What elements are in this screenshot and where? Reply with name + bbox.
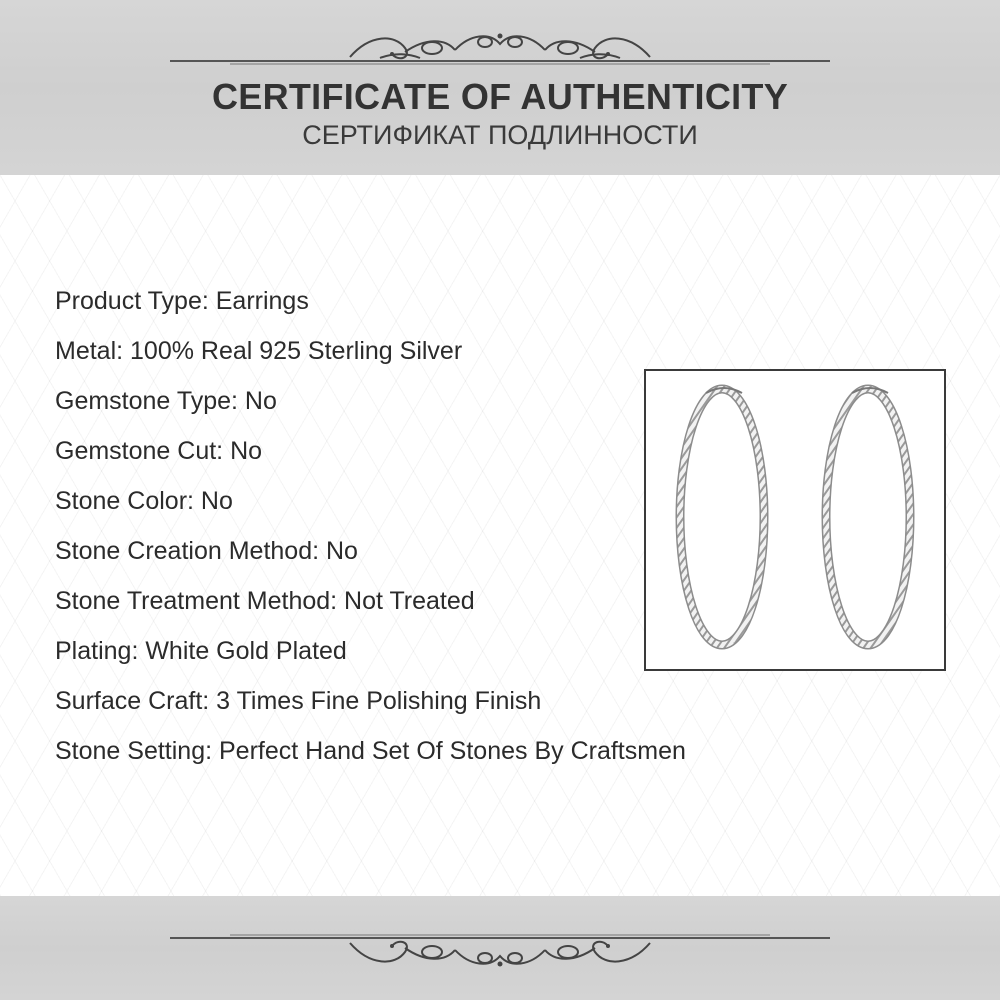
spec-stone-color: Stone Color: No bbox=[55, 487, 233, 515]
certificate-subtitle: СЕРТИФИКАТ ПОДЛИННОСТИ bbox=[302, 120, 698, 150]
hoop-earrings-icon bbox=[646, 371, 944, 669]
spec-metal: Metal: 100% Real 925 Sterling Silver bbox=[55, 337, 463, 365]
spec-product-type: Product Type: Earrings bbox=[55, 287, 309, 315]
spec-surface-craft: Surface Craft: 3 Times Fine Polishing Finish bbox=[55, 687, 542, 715]
spec-gemstone-type: Gemstone Type: No bbox=[55, 387, 277, 415]
product-photo-frame bbox=[644, 369, 946, 671]
spec-stone-treatment-method: Stone Treatment Method: Not Treated bbox=[55, 587, 475, 615]
spec-gemstone-cut: Gemstone Cut: No bbox=[55, 437, 263, 465]
scroll-flourish-icon bbox=[0, 24, 1000, 74]
spec-stone-creation-method: Stone Creation Method: No bbox=[55, 537, 358, 565]
certificate-title: CERTIFICATE OF AUTHENTICITY bbox=[211, 76, 789, 117]
spec-list bbox=[55, 282, 686, 782]
scroll-flourish-icon bbox=[0, 926, 1000, 976]
spec-stone-setting: Stone Setting: Perfect Hand Set Of Stones By Craftsmen bbox=[55, 737, 686, 765]
spec-plating: Plating: White Gold Plated bbox=[55, 637, 347, 665]
header-band bbox=[0, 0, 1000, 175]
